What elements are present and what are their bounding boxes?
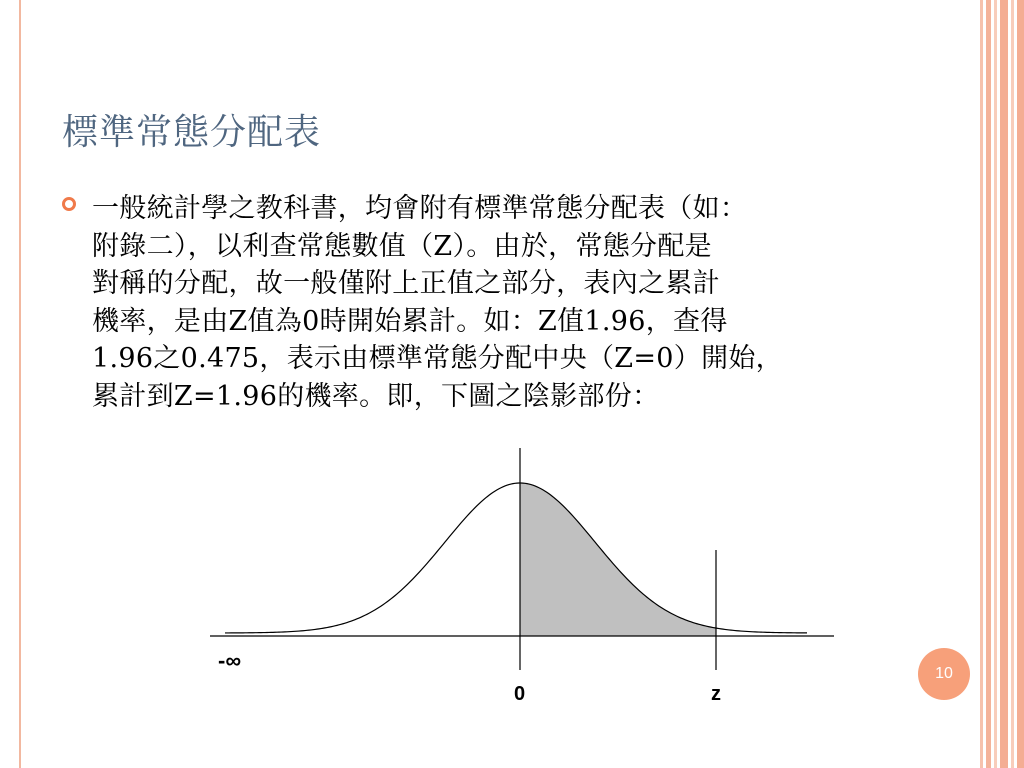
- right-stripe: [994, 0, 997, 768]
- ring-bullet-icon: [62, 197, 76, 211]
- normal-distribution-figure: [200, 440, 840, 710]
- slide-title: 標準常態分配表: [62, 112, 322, 153]
- right-stripe: [980, 0, 983, 768]
- bell-curve: [225, 483, 807, 633]
- shaded-region: [520, 483, 716, 636]
- bullet-text: 一般統計學之教科書，均會附有標準常態分配表（如： 附錄二），以利查常態數值（Z）。由於，常態分配是 對稱的分配，故一般僅附上正值之部分，表內之累計 機率，是由Z值為0時開始累計。如：Z值1.96，查得 1.96之0.475，表示由標準常態分配中央（Z=0）開始， 累計到Z=1.96的機率。即，下圖之陰影部份：: [92, 193, 783, 412]
- z-label: z: [711, 683, 721, 705]
- right-stripe: [986, 0, 991, 768]
- zero-label: 0: [514, 683, 526, 705]
- right-stripe: [1011, 0, 1014, 768]
- bullet-item: [62, 190, 892, 415]
- left-decorative-line: [19, 0, 21, 768]
- page-number-badge: 10: [918, 648, 970, 700]
- right-stripe: [1000, 0, 1008, 768]
- right-stripe: [1017, 0, 1024, 768]
- neg-infinity-label: -∞: [218, 648, 242, 673]
